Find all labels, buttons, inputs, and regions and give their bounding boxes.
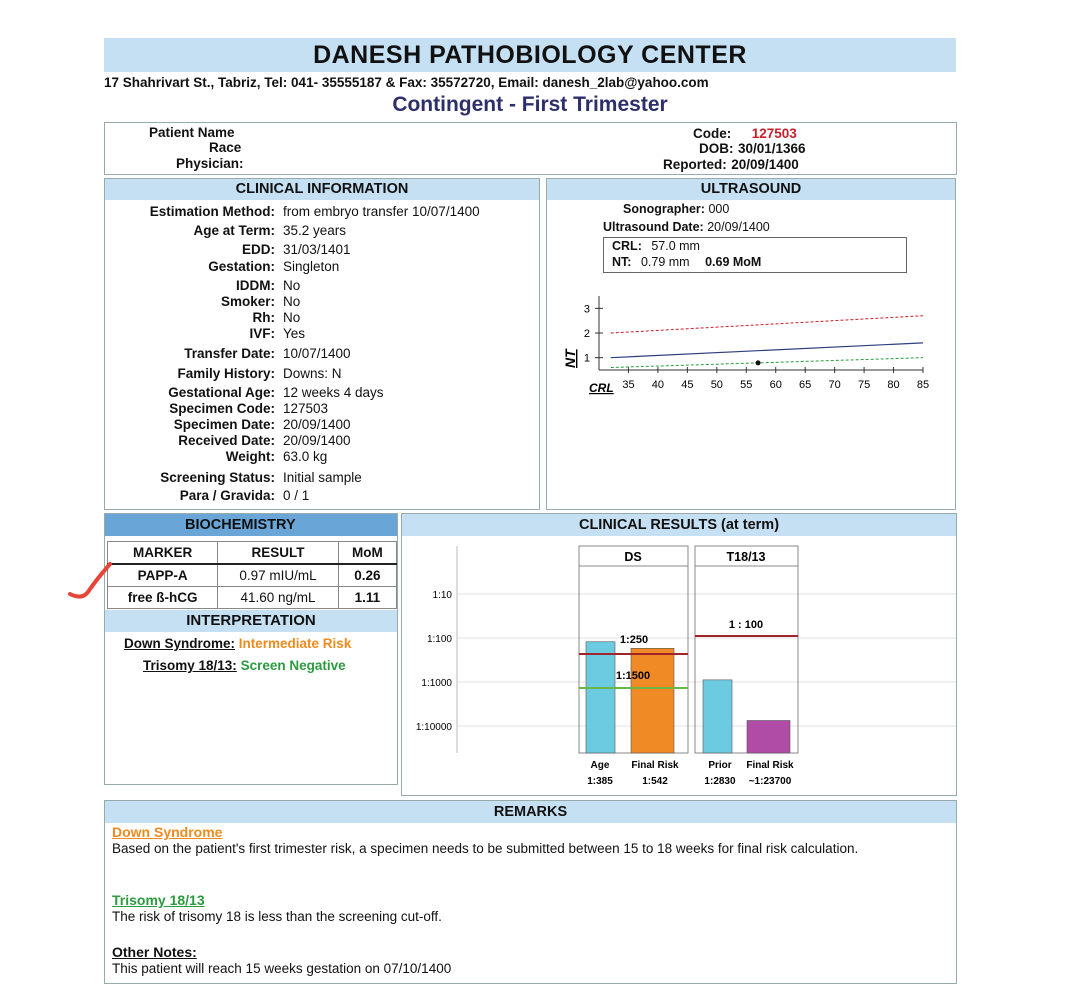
clinical-info-row	[105, 449, 327, 464]
series-line-median	[611, 343, 923, 358]
code-value: 127503	[751, 126, 797, 141]
clinical-info-row	[105, 259, 339, 274]
nt-value: 0.79 mm	[640, 255, 690, 269]
biochem-header-marker: MARKER	[108, 542, 218, 565]
clinical-info-row	[105, 470, 362, 485]
clinical-info-value: Yes	[283, 326, 306, 341]
biochem-header-mom: MoM	[338, 542, 396, 565]
biochem-table	[107, 541, 397, 609]
y-tick-label: 1:10	[432, 590, 452, 601]
interpretation-t18	[143, 658, 346, 673]
clinical-info-row	[105, 417, 351, 432]
clinical-info-key: Rh:	[252, 310, 275, 325]
clinical-info-value: 31/03/1401	[283, 242, 351, 257]
result-free-bhcg: 41.60 ng/mL	[218, 587, 338, 609]
age-label: Age	[590, 760, 610, 771]
dob-value: 30/01/1366	[737, 141, 806, 156]
ultrasound-date-value: 20/09/1400	[707, 220, 770, 234]
clinical-info-row	[105, 310, 300, 325]
clinical-info-value: No	[283, 310, 301, 325]
marker-free-bhcg: free ß-hCG	[108, 587, 218, 609]
table-row	[108, 564, 397, 587]
x-tick-label: 85	[916, 379, 930, 391]
y-tick-label: 1:10000	[415, 722, 452, 733]
clinical-info-value: 10/07/1400	[283, 346, 351, 361]
x-tick-label: 70	[828, 379, 841, 391]
clinical-info-key: Specimen Code:	[169, 401, 275, 416]
sonographer-label: Sonographer:	[623, 202, 705, 216]
crl-nt-box	[603, 237, 907, 273]
t18-prior-label: Prior	[708, 760, 732, 771]
clinical-info-row	[105, 223, 346, 238]
remarks-t18-text: The risk of trisomy 18 is less than the screening cut-off.	[112, 909, 442, 924]
biochem-title: BIOCHEMISTRY	[105, 514, 397, 536]
interpretation-ds	[124, 636, 351, 651]
sonographer-row	[623, 202, 729, 216]
x-tick-label: 75	[857, 379, 871, 391]
reported-label: Reported:	[663, 157, 727, 172]
remarks-panel	[104, 800, 957, 984]
crl-axis-label: CRL	[589, 381, 614, 395]
ultrasound-title: ULTRASOUND	[547, 179, 955, 200]
clinical-info-value: 12 weeks 4 days	[283, 385, 384, 400]
risk-bar-chart	[402, 536, 956, 794]
ultrasound-date-row	[603, 220, 770, 234]
clinical-info-value: 35.2 years	[283, 223, 347, 238]
y-tick-label: 1:1000	[421, 678, 452, 689]
clinical-info-key: Age at Term:	[193, 223, 275, 238]
clinical-info-value: 0 / 1	[283, 488, 310, 503]
x-tick-label: 40	[651, 379, 665, 391]
code-label: Code:	[693, 126, 732, 141]
clinical-info-key: Gestation:	[208, 259, 275, 274]
y-tick-label: 3	[583, 303, 590, 316]
x-tick-label: 60	[769, 379, 782, 391]
center-name: DANESH PATHOBIOLOGY CENTER	[104, 38, 956, 72]
x-tick-label: 35	[622, 379, 635, 391]
biochem-panel	[104, 513, 398, 785]
clinical-results-panel	[401, 513, 957, 796]
clinical-info-key: Family History:	[177, 366, 275, 381]
clinical-info-row	[105, 433, 351, 448]
clinical-info-value: 20/09/1400	[283, 433, 351, 448]
mom-free-bhcg: 1.11	[338, 587, 396, 609]
clinical-info-key: Gestational Age:	[168, 385, 275, 400]
nt-label: NT:	[612, 255, 632, 269]
remarks-ds-heading: Down Syndrome	[112, 824, 223, 840]
ultrasound-panel	[546, 178, 956, 510]
ds-header: DS	[624, 550, 642, 564]
clinical-info-key: Received Date:	[178, 433, 275, 448]
clinical-info-row	[105, 366, 342, 381]
bar-ds-final-risk	[631, 648, 674, 753]
ds-cutoff-high-label: 1:250	[619, 634, 649, 646]
clinical-info-row	[105, 204, 480, 219]
clinical-info-key: Weight:	[225, 449, 275, 464]
bar-t18-13-final-risk	[747, 720, 790, 753]
interpretation-t18-value: Screen Negative	[240, 658, 346, 673]
x-tick-label: 80	[887, 379, 900, 391]
reported-value: 20/09/1400	[731, 157, 799, 172]
interpretation-ds-value: Intermediate Risk	[238, 636, 352, 651]
crl-row	[612, 239, 700, 253]
result-papp-a: 0.97 mIU/mL	[218, 564, 338, 587]
report-title: Contingent - First Trimester	[392, 93, 668, 116]
nt-axis-label: NT	[562, 349, 578, 368]
t18-cutoff-label: 1 : 100	[728, 619, 764, 631]
clinical-info-value: 63.0 kg	[283, 449, 328, 464]
remarks-ds-text: Based on the patient's first trimester risk, a specimen needs to be submitted between 15 to 18 weeks for final risk calculation.	[112, 841, 859, 856]
clinical-info-value: 127503	[283, 401, 329, 416]
race-label: Race	[209, 140, 242, 155]
physician-label: Physician:	[176, 156, 244, 171]
nt-mom: 0.69 MoM	[705, 255, 762, 269]
ultrasound-date-label: Ultrasound Date:	[603, 220, 704, 234]
interpretation-title: INTERPRETATION	[105, 610, 397, 632]
clinical-info-key: Transfer Date:	[184, 346, 275, 361]
series-line-lower	[611, 358, 923, 368]
clinical-info-row	[105, 401, 328, 416]
clinical-info-key: Smoker:	[220, 294, 275, 309]
t18-final-value: ~1:23700	[748, 776, 792, 787]
crl-label: CRL:	[612, 239, 642, 253]
mom-papp-a: 0.26	[338, 564, 396, 587]
check-mark-icon	[66, 558, 116, 604]
bar-t18-13-prior	[703, 680, 732, 753]
remarks-other-text: This patient will reach 15 weeks gestation on 07/10/1400	[112, 961, 452, 976]
biochem-header-result: RESULT	[218, 542, 338, 565]
clinical-info-row	[105, 488, 309, 503]
crl-value: 57.0 mm	[651, 239, 700, 253]
clinical-info-key: EDD:	[242, 242, 275, 257]
series-line-upper	[611, 316, 923, 333]
center-address: 17 Shahrivart St., Tabriz, Tel: 041- 35555187 & Fax: 35572720, Email: danesh_2lab@yahoo.com	[104, 75, 709, 90]
clinical-results-title: CLINICAL RESULTS (at term)	[402, 514, 956, 536]
nt-crl-chart	[551, 284, 951, 409]
biochem-header-row	[108, 542, 397, 565]
clinical-info-value: No	[283, 294, 301, 309]
sonographer-value: 000	[708, 202, 730, 216]
age-value: 1:385	[587, 776, 613, 787]
clinical-info-value: Singleton	[283, 259, 340, 274]
clinical-info-key: IVF:	[249, 326, 275, 341]
clinical-info-title: CLINICAL INFORMATION	[105, 179, 539, 200]
clinical-info-row	[105, 294, 300, 309]
clinical-info-panel	[104, 178, 540, 510]
clinical-info-value: Downs: N	[283, 366, 342, 381]
clinical-info-row	[105, 242, 351, 257]
x-tick-label: 50	[710, 379, 723, 391]
reported-row	[663, 156, 799, 174]
bar-ds-age	[586, 642, 615, 753]
clinical-info-key: Screening Status:	[160, 470, 275, 485]
dob-label: DOB:	[699, 141, 734, 156]
ds-cutoff-low-label: 1:1500	[615, 670, 651, 682]
clinical-info-key: Specimen Date:	[173, 417, 275, 432]
table-row	[108, 587, 397, 609]
ds-final-value: 1:542	[642, 776, 668, 787]
t18-prior-value: 1:2830	[704, 776, 736, 787]
clinical-info-value: Initial sample	[283, 470, 362, 485]
ds-final-label: Final Risk	[631, 760, 679, 771]
y-tick-label: 1	[583, 352, 590, 365]
patient-name-label: Patient Name	[149, 125, 235, 140]
interpretation-ds-label: Down Syndrome:	[124, 636, 236, 651]
y-tick-label: 2	[583, 328, 590, 340]
t18-final-label: Final Risk	[746, 760, 794, 771]
remarks-title: REMARKS	[105, 801, 956, 823]
x-tick-label: 65	[799, 379, 812, 391]
clinical-info-key: IDDM:	[236, 278, 275, 293]
x-tick-label: 55	[740, 379, 753, 391]
marker-papp-a: PAPP-A	[108, 564, 218, 587]
clinical-info-row	[105, 346, 351, 361]
clinical-info-value: No	[283, 278, 301, 293]
patient-box	[104, 122, 957, 175]
patient-nt-point	[756, 360, 761, 365]
interpretation-t18-label: Trisomy 18/13:	[143, 658, 237, 673]
remarks-other-heading: Other Notes:	[112, 944, 197, 960]
nt-row	[612, 255, 761, 269]
y-tick-label: 1:100	[426, 634, 452, 645]
clinical-info-row	[105, 278, 300, 293]
clinical-info-value: 20/09/1400	[283, 417, 351, 432]
clinical-info-value: from embryo transfer 10/07/1400	[283, 204, 480, 219]
t18-header: T18/13	[726, 550, 766, 564]
clinical-info-row	[105, 326, 305, 341]
remarks-t18-heading: Trisomy 18/13	[112, 892, 205, 908]
clinical-info-key: Estimation Method:	[149, 204, 275, 219]
clinical-info-row	[105, 385, 384, 400]
clinical-info-key: Para / Gravida:	[179, 488, 275, 503]
x-tick-label: 45	[681, 379, 694, 391]
